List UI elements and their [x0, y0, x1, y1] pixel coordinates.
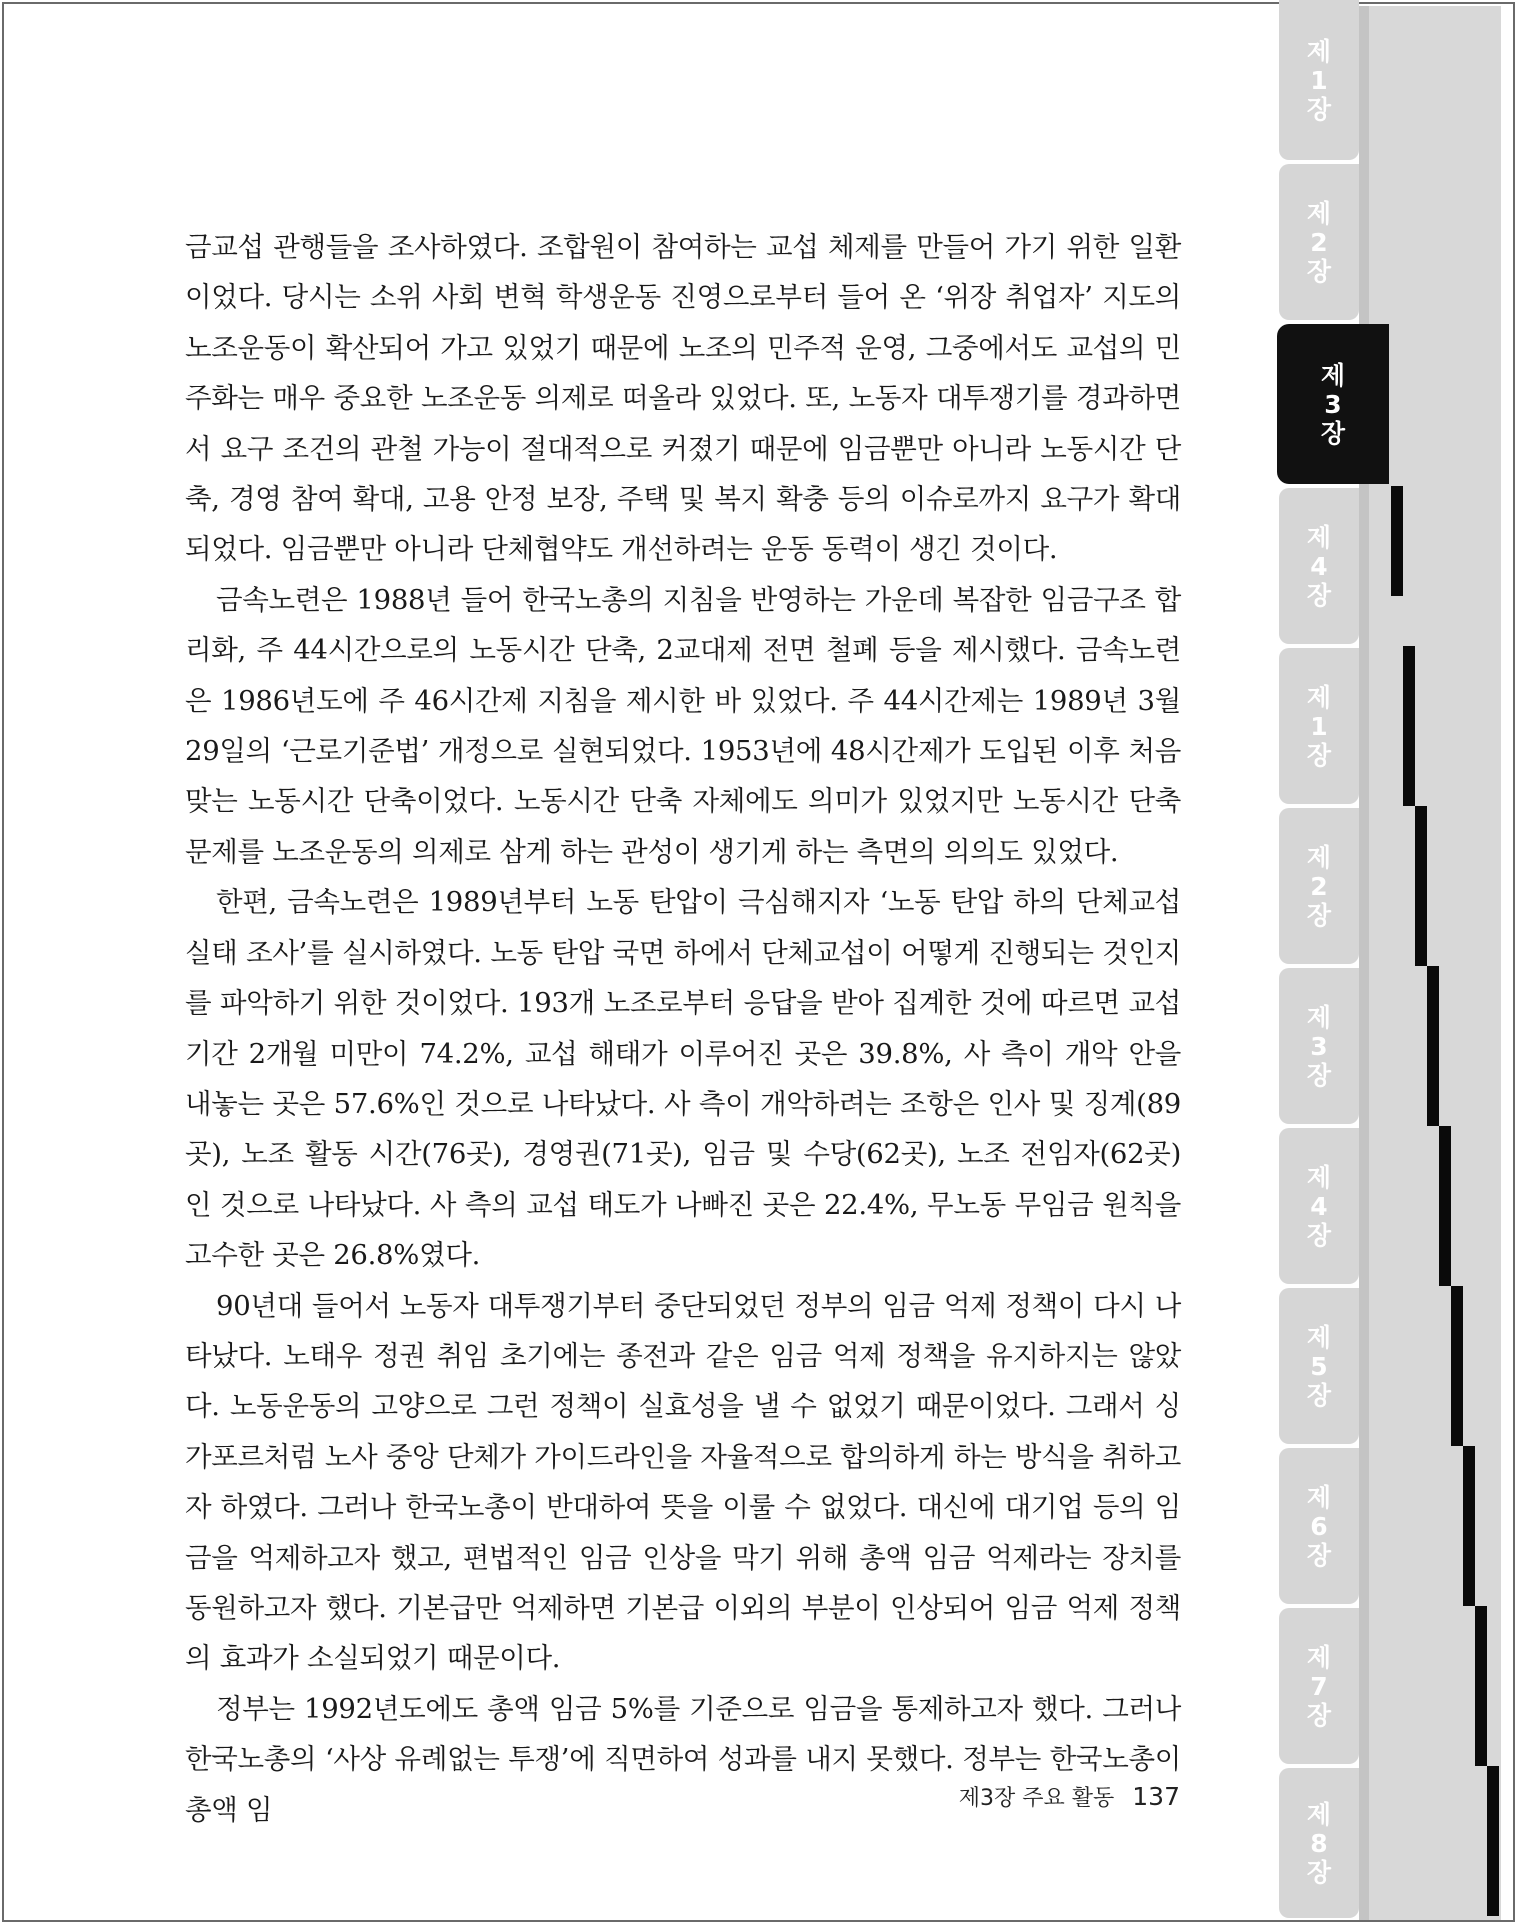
paragraph: 한편, 금속노련은 1989년부터 노동 탄압이 극심해지자 ‘노동 탄압 하의 단체교섭 실태 조사’를 실시하였다. 노동 탄압 국면 하에서 단체교섭이 어떻게 진행되는 것인지를 파악하기 위한 것이었다. 193개 노조로부터 응답을 받아 집계한 것에 따르면 교섭 기간 2개월 미만이 74.2%, 교섭 해태가 이루어진 곳은 39.8%, 사 측이 개악 안을 내놓는 곳은 57.6%인 것으로 나타났다. 사 측이 개악하려는 조항은 인사 및 징계(89곳), 노조 활동 시간(76곳), 경영권(71곳), 임금 및 수당(62곳), 노조 전임자(62곳)인 것으로 나타났다. 사 측의 교섭 태도가 나빠진 곳은 22.4%, 무노동 무임금 원칙을 고수한 곳은 26.8%였다.: [185, 886, 1181, 1272]
edge-marker: [1415, 806, 1427, 966]
edge-marker: [1403, 646, 1415, 806]
edge-marker: [1451, 1286, 1463, 1446]
page-number: 137: [1132, 1781, 1180, 1811]
edge-marker: [1427, 966, 1439, 1126]
edge-marker: [1463, 1446, 1475, 1606]
paragraph: 정부는 1992년도에도 총액 임금 5%를 기준으로 임금을 통제하고자 했다. 그러나 한국노총의 ‘사상 유례없는 투쟁’에 직면하여 성과를 내지 못했다. 정부는 한국노총이 총액 임: [185, 1692, 1181, 1826]
tab-section-7[interactable]: 제 7 장: [1279, 1608, 1359, 1764]
edge-shade: [1359, 6, 1369, 1920]
paragraph: 금교섭 관행들을 조사하였다. 조합원이 참여하는 교섭 체제를 만들어 가기 위한 일환이었다. 당시는 소위 사회 변혁 학생운동 진영으로부터 들어 온 ‘위장 취업자’ 지도의 노조운동이 확산되어 가고 있었기 때문에 노조의 민주적 운영, 그중에서도 교섭의 민주화는 매우 중요한 노조운동 의제로 떠올라 있었다. 또, 노동자 대투쟁기를 경과하면서 요구 조건의 관철 가능이 절대적으로 커졌기 때문에 임금뿐만 아니라 노동시간 단축, 경영 참여 확대, 고용 안정 보장, 주택 및 복지 확충 등의 이슈로까지 요구가 확대되었다. 임금뿐만 아니라 단체협약도 개선하려는 운동 동력이 생긴 것이다.: [185, 231, 1181, 566]
running-footer-chapter: 제3장 주요 활동: [958, 1785, 1115, 1811]
tab-chapter-4[interactable]: 제 4 장: [1279, 488, 1359, 644]
body-text: [185, 222, 1181, 1835]
tab-section-4[interactable]: 제 4 장: [1279, 1128, 1359, 1284]
tab-section-6[interactable]: 제 6 장: [1279, 1448, 1359, 1604]
tab-chapter-2[interactable]: 제 2 장: [1279, 164, 1359, 320]
edge-marker: [1475, 1606, 1487, 1766]
edge-marker: [1391, 486, 1403, 596]
chapter-tabs: [1279, 0, 1359, 1926]
page-footer: [928, 1776, 1180, 1816]
paragraph: 90년대 들어서 노동자 대투쟁기부터 중단되었던 정부의 임금 억제 정책이 다시 나타났다. 노태우 정권 취임 초기에는 종전과 같은 임금 억제 정책을 유지하지는 않았다. 노동운동의 고양으로 그런 정책이 실효성을 낼 수 없었기 때문이었다. 그래서 싱가포르처럼 노사 중앙 단체가 가이드라인을 자율적으로 합의하게 하는 방식을 취하고자 하였다. 그러나 한국노총이 반대하여 뜻을 이룰 수 없었다. 대신에 대기업 등의 임금을 억제하고자 했고, 편법적인 임금 인상을 막기 위해 총액 임금 억제라는 장치를 동원하고자 했다. 기본급만 억제하면 기본급 이외의 부분이 인상되어 임금 억제 정책의 효과가 소실되었기 때문이다.: [185, 1289, 1181, 1675]
tab-chapter-3-active[interactable]: 제 3 장: [1277, 324, 1389, 484]
tab-section-3[interactable]: 제 3 장: [1279, 968, 1359, 1124]
tab-section-1[interactable]: 제 1 장: [1279, 648, 1359, 804]
tab-chapter-1[interactable]: 제 1 장: [1279, 0, 1359, 160]
edge-marker: [1439, 1126, 1451, 1286]
edge-marker: [1487, 1766, 1499, 1916]
book-edge: [1359, 6, 1501, 1920]
tab-section-5[interactable]: 제 5 장: [1279, 1288, 1359, 1444]
tab-section-2[interactable]: 제 2 장: [1279, 808, 1359, 964]
tab-section-8[interactable]: 제 8 장: [1279, 1768, 1359, 1918]
paragraph: 금속노련은 1988년 들어 한국노총의 지침을 반영하는 가운데 복잡한 임금구조 합리화, 주 44시간으로의 노동시간 단축, 2교대제 전면 철폐 등을 제시했다. 금속노련은 1986년도에 주 46시간제 지침을 제시한 바 있었다. 주 44시간제는 1989년 3월 29일의 ‘근로기준법’ 개정으로 실현되었다. 1953년에 48시간제가 도입된 이후 처음 맞는 노동시간 단축이었다. 노동시간 단축 자체에도 의미가 있었지만 노동시간 단축 문제를 노조운동의 의제로 삼게 하는 관성이 생기게 하는 측면의 의의도 있었다.: [185, 583, 1181, 868]
